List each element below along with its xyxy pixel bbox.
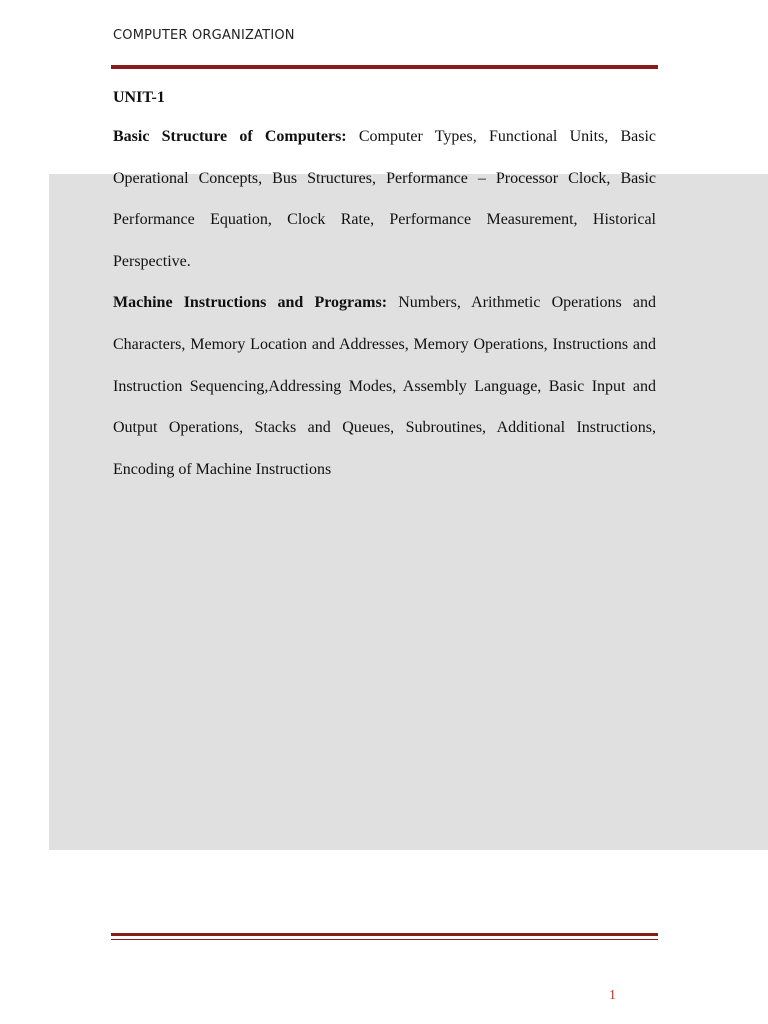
section-machine-instructions bbox=[113, 282, 656, 490]
section-body: Numbers, Arithmetic Operations and Characters, Memory Location and Addresses, Memory Operations, Instructions and Instruction Sequencing,Addressing Modes, Assembly Language, Basic Input and Output Operations, Stacks and Queues, Subroutines, Additional Instructions, Encoding of Machine Instructions bbox=[113, 294, 657, 478]
footer-rule-thin bbox=[111, 939, 658, 940]
section-heading: Machine Instructions and Programs: bbox=[113, 294, 388, 312]
running-header: COMPUTER ORGANIZATION bbox=[113, 28, 295, 43]
page-number: 1 bbox=[609, 988, 616, 1003]
footer-rule bbox=[111, 933, 658, 936]
unit-title: UNIT-1 bbox=[113, 89, 165, 106]
section-basic-structure bbox=[113, 116, 656, 282]
page-content bbox=[113, 86, 656, 490]
header-rule bbox=[111, 65, 658, 69]
section-body: Computer Types, Functional Units, Basic Operational Concepts, Bus Structures, Performance – Processor Clock, Basic Performance Equation, Clock Rate, Performance Measurement, Historical Perspective. bbox=[113, 128, 657, 270]
section-heading: Basic Structure of Computers: bbox=[113, 128, 347, 145]
